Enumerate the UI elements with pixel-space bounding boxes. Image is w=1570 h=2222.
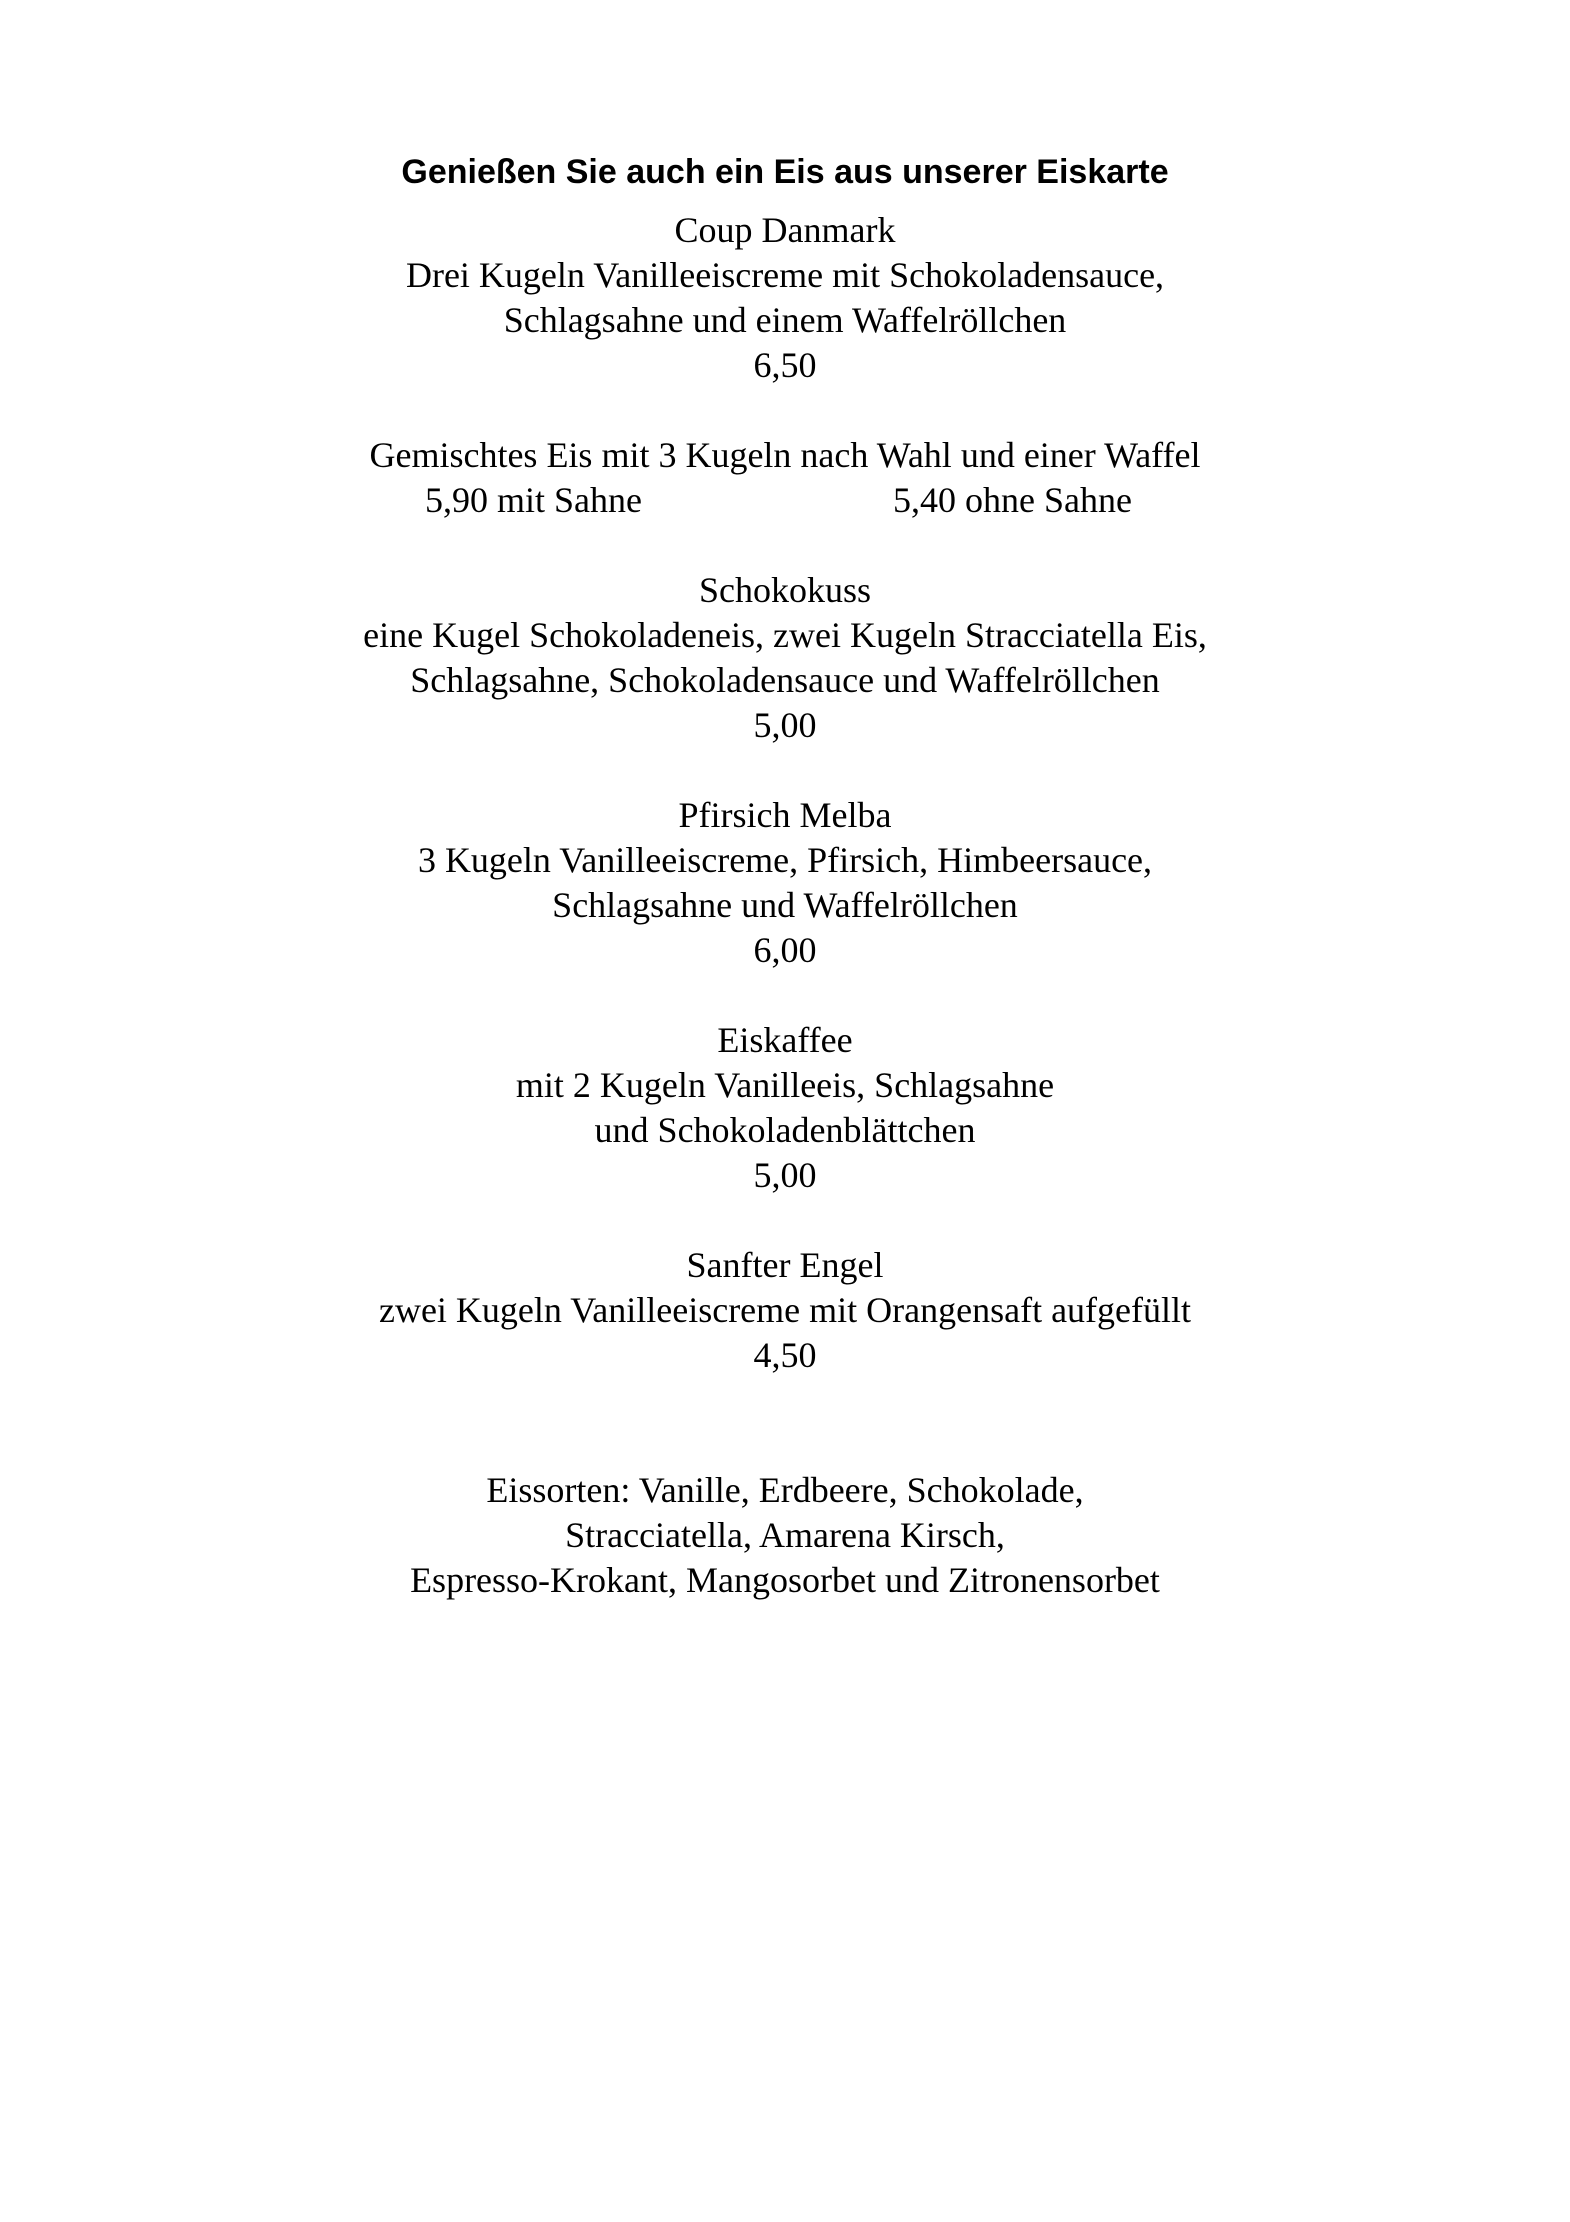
item-name: Gemischtes Eis mit 3 Kugeln nach Wahl und einer Waffel bbox=[369, 435, 1201, 475]
menu-item-gemischtes-eis bbox=[0, 433, 1570, 523]
item-description: Schlagsahne und Waffelröllchen bbox=[552, 885, 1018, 925]
item-description: eine Kugel Schokoladeneis, zwei Kugeln Stracciatella Eis, bbox=[363, 615, 1207, 655]
flavor-line: Stracciatella, Amarena Kirsch, bbox=[565, 1515, 1005, 1555]
item-name: Pfirsich Melba bbox=[678, 795, 892, 835]
item-price: 5,00 bbox=[753, 1155, 817, 1195]
flavor-list bbox=[0, 1468, 1570, 1603]
ice-cream-menu bbox=[0, 208, 1570, 1603]
flavor-line: Eissorten: Vanille, Erdbeere, Schokolade, bbox=[486, 1470, 1084, 1510]
item-description: 3 Kugeln Vanilleeiscreme, Pfirsich, Himbeersauce, bbox=[417, 840, 1153, 880]
item-name: Eiskaffee bbox=[717, 1020, 853, 1060]
item-description: mit 2 Kugeln Vanilleeis, Schlagsahne bbox=[515, 1065, 1055, 1105]
item-description: Drei Kugeln Vanilleeiscreme mit Schokoladensauce, bbox=[405, 255, 1165, 295]
menu-item-eiskaffee bbox=[0, 1018, 1570, 1198]
menu-item-schokokuss bbox=[0, 568, 1570, 748]
menu-item-coup-danmark bbox=[0, 208, 1570, 388]
menu-item-pfirsich-melba bbox=[0, 793, 1570, 973]
menu-heading: Genießen Sie auch ein Eis aus unserer Eiskarte bbox=[401, 153, 1169, 191]
item-price: 4,50 bbox=[753, 1335, 817, 1375]
item-description: und Schokoladenblättchen bbox=[594, 1110, 976, 1150]
flavor-line: Espresso-Krokant, Mangosorbet und Zitronensorbet bbox=[410, 1560, 1160, 1600]
item-name: Sanfter Engel bbox=[686, 1245, 884, 1285]
item-price: 5,00 bbox=[753, 705, 817, 745]
item-price: 6,00 bbox=[753, 930, 817, 970]
item-name: Coup Danmark bbox=[674, 210, 896, 250]
menu-item-sanfter-engel bbox=[0, 1243, 1570, 1378]
price-without-cream: 5,40 ohne Sahne bbox=[893, 480, 1132, 520]
item-description: zwei Kugeln Vanilleeiscreme mit Orangensaft aufgefüllt bbox=[378, 1290, 1192, 1330]
item-price: 6,50 bbox=[753, 345, 817, 385]
price-with-cream: 5,90 mit Sahne bbox=[425, 480, 642, 520]
item-name: Schokokuss bbox=[698, 570, 872, 610]
price-options bbox=[0, 478, 1570, 523]
item-description: Schlagsahne, Schokoladensauce und Waffelröllchen bbox=[410, 660, 1160, 700]
item-description: Schlagsahne und einem Waffelröllchen bbox=[503, 300, 1067, 340]
